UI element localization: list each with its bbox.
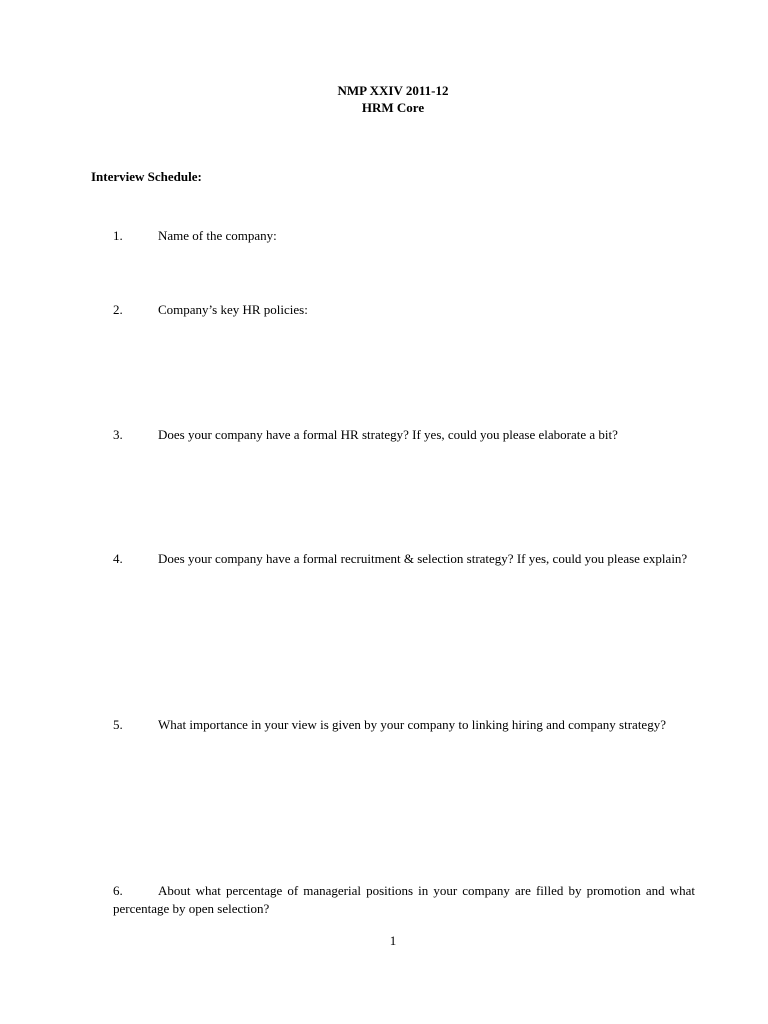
question-text: Name of the company: — [158, 228, 277, 243]
header-subtitle: HRM Core — [361, 100, 425, 115]
question-number: 4. — [113, 551, 123, 566]
question-text: What importance in your view is given by your company to linking hiring and company strategy? — [158, 717, 666, 732]
question-text: Does your company have a formal recruitment & selection strategy? If yes, could you please explain? — [158, 551, 688, 566]
document-header — [0, 82, 768, 116]
question-number: 1. — [113, 228, 123, 243]
question-6 — [113, 882, 695, 918]
question-text: Does your company have a formal HR strategy? If yes, could you please elaborate a bit? — [158, 427, 618, 442]
question-3 — [113, 426, 695, 444]
question-number: 6. — [113, 883, 123, 898]
question-text: About what percentage of managerial positions in your company are filled by promotion and what percentage by open selection? — [113, 883, 695, 916]
section-title: Interview Schedule: — [91, 169, 202, 184]
question-2 — [113, 301, 695, 319]
question-text: Company’s key HR policies: — [158, 302, 308, 317]
question-number: 3. — [113, 427, 123, 442]
question-4 — [113, 550, 695, 568]
page-number: 1 — [389, 933, 397, 948]
question-5 — [113, 716, 695, 734]
question-number: 2. — [113, 302, 123, 317]
question-1 — [113, 227, 695, 245]
question-number: 5. — [113, 717, 123, 732]
header-title: NMP XXIV 2011-12 — [337, 83, 449, 98]
